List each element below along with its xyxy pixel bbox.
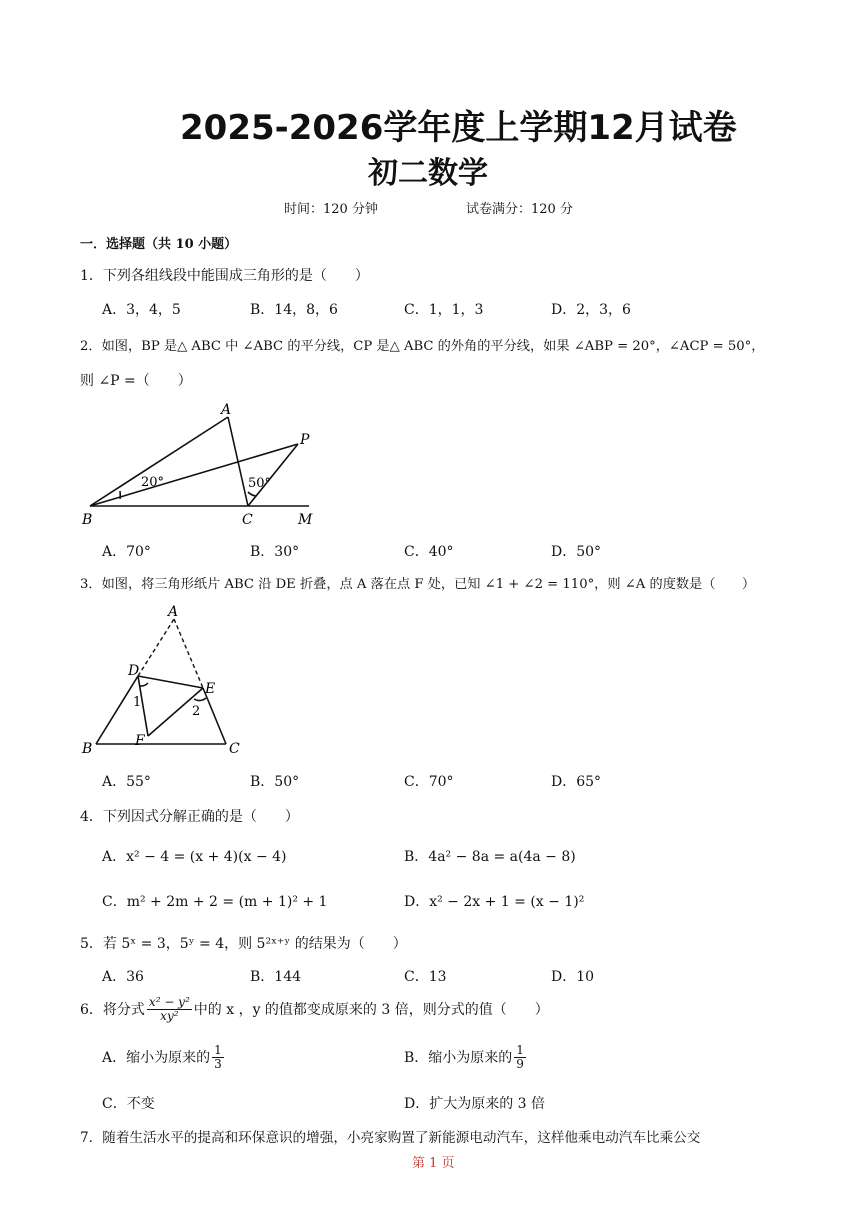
q2-angle-20: 20° — [141, 475, 165, 490]
q3-label-1: 1 — [133, 695, 142, 710]
question-6-fraction — [147, 996, 192, 1022]
question-6-fraction-denominator: xy² — [160, 1008, 179, 1023]
question-2-stem: 2．如图，BP 是△ ABC 中 ∠ABC 的平分线，CP 是△ ABC 的外角的平分线，如果 ∠ABP = 20°，∠ACP = 50°， — [80, 339, 765, 354]
q3-label-f: F — [135, 733, 145, 749]
question-4-option-c: C．m² + 2m + 2 = (m + 1)² + 1 — [102, 894, 328, 910]
question-6-option-a-denominator: 3 — [214, 1056, 222, 1071]
question-1-option-b: B．14，8，6 — [250, 302, 338, 318]
question-6-option-a-text: A．缩小为原来的 — [102, 1050, 211, 1067]
question-6-fraction-numerator: x² − y² — [148, 995, 190, 1009]
q2-label-c: C — [242, 512, 253, 528]
section-heading: 一．选择题（共 10 小题） — [80, 237, 238, 252]
q3-label-b: B — [82, 741, 93, 757]
question-4-stem: 4．下列因式分解正确的是（ ） — [80, 809, 299, 825]
question-6-option-a-numerator: 1 — [214, 1043, 222, 1057]
question-6-option-d: D．扩大为原来的 3 倍 — [404, 1096, 546, 1112]
question-2-option-b: B．30° — [250, 544, 300, 560]
question-5-option-c: C．13 — [404, 969, 447, 985]
question-4-option-a: A．x² − 4 = (x + 4)(x − 4) — [102, 849, 287, 865]
question-2-option-a: A．70° — [102, 544, 151, 560]
question-1-option-c: C．1，1，3 — [404, 302, 484, 318]
question-6-stem-pre: 6．将分式 — [80, 1002, 145, 1019]
question-4-option-b: B．4a² − 8a = a(4a − 8) — [404, 849, 576, 865]
question-2-figure — [76, 400, 336, 530]
question-2-stem-line2: 则 ∠P =（ ） — [80, 373, 192, 389]
question-3-option-c: C．70° — [404, 774, 454, 790]
q2-label-p: P — [300, 432, 310, 448]
question-3-figure — [78, 603, 258, 763]
question-6-option-b-denominator: 9 — [516, 1056, 524, 1071]
question-3-option-a: A．55° — [102, 774, 151, 790]
question-6-option-b-text: B．缩小为原来的 — [404, 1050, 513, 1067]
question-2-option-d: D．50° — [551, 544, 602, 560]
question-6-option-a-fraction — [212, 1044, 224, 1070]
question-2-option-c: C．40° — [404, 544, 454, 560]
exam-full-score: 试卷满分：120 分 — [466, 202, 573, 217]
q2-label-a: A — [221, 402, 232, 418]
question-6-option-b-numerator: 1 — [516, 1043, 524, 1057]
q3-label-2: 2 — [192, 704, 201, 719]
question-6-option-b-fraction — [514, 1044, 526, 1070]
page-title: 2025-2026学年度上学期12月试卷 — [180, 108, 737, 148]
question-1-stem: 1．下列各组线段中能围成三角形的是（ ） — [80, 268, 369, 284]
question-5-option-d: D．10 — [551, 969, 595, 985]
question-6-stem — [80, 996, 549, 1022]
question-6-option-c: C．不变 — [102, 1096, 155, 1112]
question-5-option-a: A．36 — [102, 969, 144, 985]
page-number: 第 1 页 — [412, 1156, 455, 1171]
question-3-option-d: D．65° — [551, 774, 602, 790]
question-6-stem-post: 中的 x ，y 的值都变成原来的 3 倍，则分式的值（ ） — [193, 1002, 549, 1019]
q3-label-a: A — [168, 604, 179, 620]
question-3-stem: 3．如图，将三角形纸片 ABC 沿 DE 折叠，点 A 落在点 F 处，已知 ∠1 + ∠2 = 110°，则 ∠A 的度数是（ ） — [80, 577, 756, 592]
question-6-option-a — [102, 1044, 226, 1070]
q3-label-e: E — [205, 681, 216, 697]
question-5-option-b: B．144 — [250, 969, 302, 985]
question-1-option-a: A．3，4，5 — [102, 302, 181, 318]
question-5-stem: 5．若 5ˣ = 3，5ʸ = 4，则 5²ˣ⁺ʸ 的结果为（ ） — [80, 936, 407, 952]
exam-time: 时间：120 分钟 — [284, 202, 378, 217]
question-7-stem: 7．随着生活水平的提高和环保意识的增强，小亮家购置了新能源电动汽车，这样他乘电动汽车比乘公交 — [80, 1130, 701, 1146]
question-6-option-b — [404, 1044, 528, 1070]
q2-label-m: M — [298, 512, 313, 528]
page-subtitle: 初二数学 — [368, 156, 488, 191]
question-3-option-b: B．50° — [250, 774, 300, 790]
question-1-option-d: D．2，3，6 — [551, 302, 631, 318]
q3-label-c: C — [229, 741, 240, 757]
question-4-option-d: D．x² − 2x + 1 = (x − 1)² — [404, 894, 585, 910]
q2-label-b: B — [82, 512, 93, 528]
q3-label-d: D — [128, 663, 140, 679]
q2-angle-50: 50° — [248, 476, 272, 491]
